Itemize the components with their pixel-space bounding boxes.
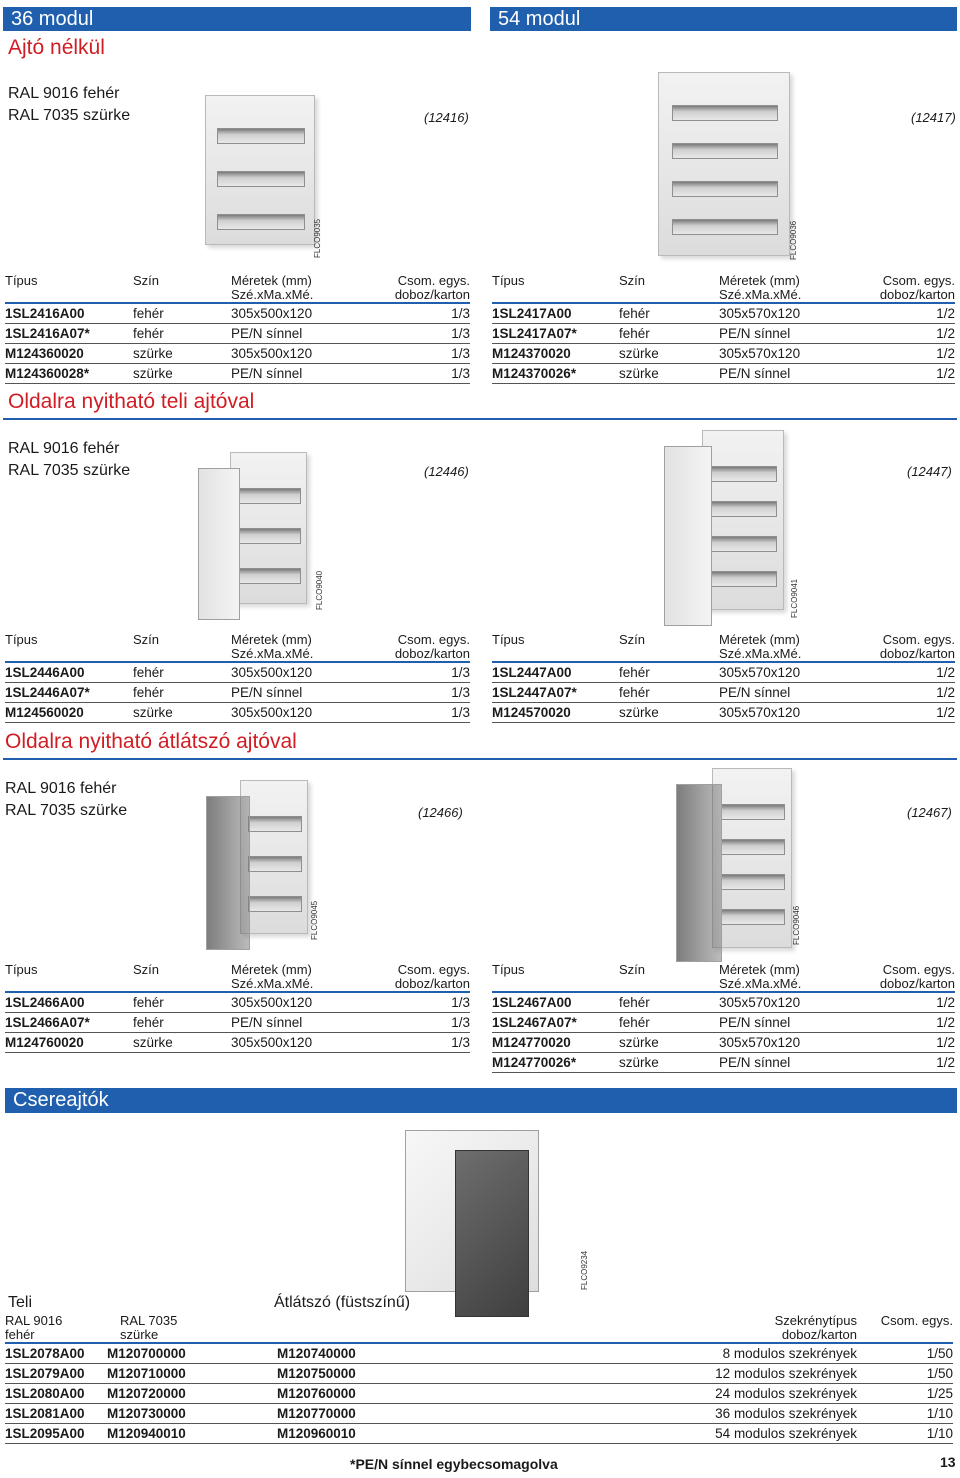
door-image <box>206 796 250 950</box>
col-dims: Méretek (mm) Szé.xMa.xMé. <box>719 963 869 992</box>
header-36-modul <box>3 7 471 31</box>
header-left-label: 36 modul <box>11 8 94 30</box>
cabinet-image <box>230 452 307 604</box>
col-type: Típus <box>5 274 133 303</box>
cabinet-image <box>702 430 784 610</box>
col-white: RAL 9016 fehér <box>5 1314 107 1343</box>
col-type: Típus <box>492 963 619 992</box>
col-transparent <box>277 1314 557 1343</box>
table-row: 1SL2467A07* fehér PE/N sínnel 1/2 <box>492 1013 955 1033</box>
table-row: 1SL2466A07* fehér PE/N sínnel 1/3 <box>5 1013 470 1033</box>
table-row: M124570020 szürke 305x570x120 1/2 <box>492 703 955 723</box>
col-color: Szín <box>619 633 719 662</box>
image-ref: FLCO9035 <box>313 218 322 258</box>
section-divider <box>3 418 957 420</box>
ral-white-label: RAL 9016 fehér <box>8 85 120 102</box>
col-qty: Csom. egys. doboz/karton <box>381 633 470 662</box>
product-table <box>5 633 470 723</box>
col-dims: Méretek (mm) Szé.xMa.xMé. <box>719 633 869 662</box>
page-number: 13 <box>940 1454 956 1470</box>
table-row: 1SL2079A00 M120710000 M120750000 12 modulos szekrények 1/50 <box>5 1364 953 1384</box>
section-replacement-doors <box>5 1088 957 1113</box>
col-cabinet: Szekrénytípus doboz/karton <box>557 1314 857 1343</box>
ral-grey-label: RAL 7035 szürke <box>5 802 128 819</box>
product-code: (12467) <box>907 805 952 820</box>
col-qty: Csom. egys. doboz/karton <box>869 274 955 303</box>
image-ref: FLCO9041 <box>790 578 799 618</box>
ral-white-label: RAL 9016 fehér <box>5 780 117 797</box>
door-image <box>198 468 240 620</box>
col-dims: Méretek (mm) Szé.xMa.xMé. <box>231 963 381 992</box>
table-row: M124770026* szürke PE/N sínnel 1/2 <box>492 1053 955 1073</box>
table-row: M124770020 szürke 305x570x120 1/2 <box>492 1033 955 1053</box>
table-row: M124360020 szürke 305x500x120 1/3 <box>5 344 470 364</box>
ral-grey-label: RAL 7035 szürke <box>8 462 131 479</box>
table-row: M124560020 szürke 305x500x120 1/3 <box>5 703 470 723</box>
col-qty: Csom. egys. doboz/karton <box>381 963 470 992</box>
image-ref: FLCO9234 <box>580 1250 589 1290</box>
cabinet-image <box>240 780 308 934</box>
section-title-no-door: Ajtó nélkül <box>8 36 105 59</box>
product-table <box>5 963 470 1053</box>
col-color: Szín <box>133 274 231 303</box>
section-title-solid-door: Oldalra nyitható teli ajtóval <box>8 390 255 413</box>
col-type: Típus <box>492 274 619 303</box>
table-row: 1SL2417A07* fehér PE/N sínnel 1/2 <box>492 324 955 344</box>
section-title-transparent-door: Oldalra nyitható átlátszó ajtóval <box>5 730 297 753</box>
ral-grey-label: RAL 7035 szürke <box>8 107 131 124</box>
product-table <box>492 274 955 384</box>
table-row: M124370026* szürke PE/N sínnel 1/2 <box>492 364 955 384</box>
image-ref: FLCO9045 <box>310 900 319 940</box>
doors-table <box>5 1314 953 1444</box>
col-type: Típus <box>492 633 619 662</box>
table-row: 1SL2416A07* fehér PE/N sínnel 1/3 <box>5 324 470 344</box>
header-54-modul <box>490 7 957 31</box>
table-row: M124370020 szürke 305x570x120 1/2 <box>492 344 955 364</box>
table-row: 1SL2467A00 fehér 305x570x120 1/2 <box>492 992 955 1013</box>
table-row: 1SL2417A00 fehér 305x570x120 1/2 <box>492 303 955 324</box>
col-qty: Csom. egys. doboz/karton <box>869 633 955 662</box>
col-dims: Méretek (mm) Szé.xMa.xMé. <box>231 633 381 662</box>
col-dims: Méretek (mm) Szé.xMa.xMé. <box>231 274 381 303</box>
table-row: M124360028* szürke PE/N sínnel 1/3 <box>5 364 470 384</box>
table-row: 1SL2416A00 fehér 305x500x120 1/3 <box>5 303 470 324</box>
label-transparent: Átlátszó (füstszínű) <box>274 1294 411 1311</box>
cabinet-image <box>658 72 790 256</box>
col-qty: Csom. egys. doboz/karton <box>381 274 470 303</box>
col-qty: Csom. egys. doboz/karton <box>869 963 955 992</box>
col-grey: RAL 7035 szürke <box>107 1314 277 1343</box>
col-type: Típus <box>5 963 133 992</box>
table-row: 1SL2446A00 fehér 305x500x120 1/3 <box>5 662 470 683</box>
table-row: 1SL2446A07* fehér PE/N sínnel 1/3 <box>5 683 470 703</box>
product-table <box>492 963 955 1073</box>
ral-white-label: RAL 9016 fehér <box>8 440 120 457</box>
footnote: *PE/N sínnel egybecsomagolva <box>350 1456 558 1472</box>
header-right-label: 54 modul <box>498 8 581 30</box>
table-row: 1SL2080A00 M120720000 M120760000 24 modulos szekrények 1/25 <box>5 1384 953 1404</box>
product-code: (12466) <box>418 805 463 820</box>
image-ref: FLCO9036 <box>789 220 798 260</box>
col-color: Szín <box>133 633 231 662</box>
table-row: 1SL2447A00 fehér 305x570x120 1/2 <box>492 662 955 683</box>
image-ref: FLCO9040 <box>315 570 324 610</box>
door-image <box>676 784 722 962</box>
label-solid: Teli <box>8 1294 33 1311</box>
col-dims: Méretek (mm) Szé.xMa.xMé. <box>719 274 869 303</box>
cabinet-image <box>712 768 792 948</box>
product-code: (12446) <box>424 464 469 479</box>
cabinet-image <box>205 95 315 245</box>
col-qty: Csom. egys. <box>857 1314 953 1343</box>
section-title-replacement: Csereajtók <box>13 1089 109 1111</box>
image-ref: FLCO9046 <box>792 905 801 945</box>
door-panel-transparent <box>455 1150 529 1317</box>
col-color: Szín <box>619 963 719 992</box>
door-image <box>664 446 712 626</box>
table-row: 1SL2447A07* fehér PE/N sínnel 1/2 <box>492 683 955 703</box>
product-code: (12417) <box>911 110 956 125</box>
section-divider <box>3 758 957 760</box>
product-table <box>492 633 955 723</box>
product-table <box>5 274 470 384</box>
col-type: Típus <box>5 633 133 662</box>
product-code: (12447) <box>907 464 952 479</box>
col-color: Szín <box>619 274 719 303</box>
product-code: (12416) <box>424 110 469 125</box>
table-row: 1SL2081A00 M120730000 M120770000 36 modulos szekrények 1/10 <box>5 1404 953 1424</box>
table-row: M124760020 szürke 305x500x120 1/3 <box>5 1033 470 1053</box>
table-row: 1SL2466A00 fehér 305x500x120 1/3 <box>5 992 470 1013</box>
table-row: 1SL2078A00 M120700000 M120740000 8 modulos szekrények 1/50 <box>5 1343 953 1364</box>
table-row: 1SL2095A00 M120940010 M120960010 54 modulos szekrények 1/10 <box>5 1424 953 1444</box>
col-color: Szín <box>133 963 231 992</box>
